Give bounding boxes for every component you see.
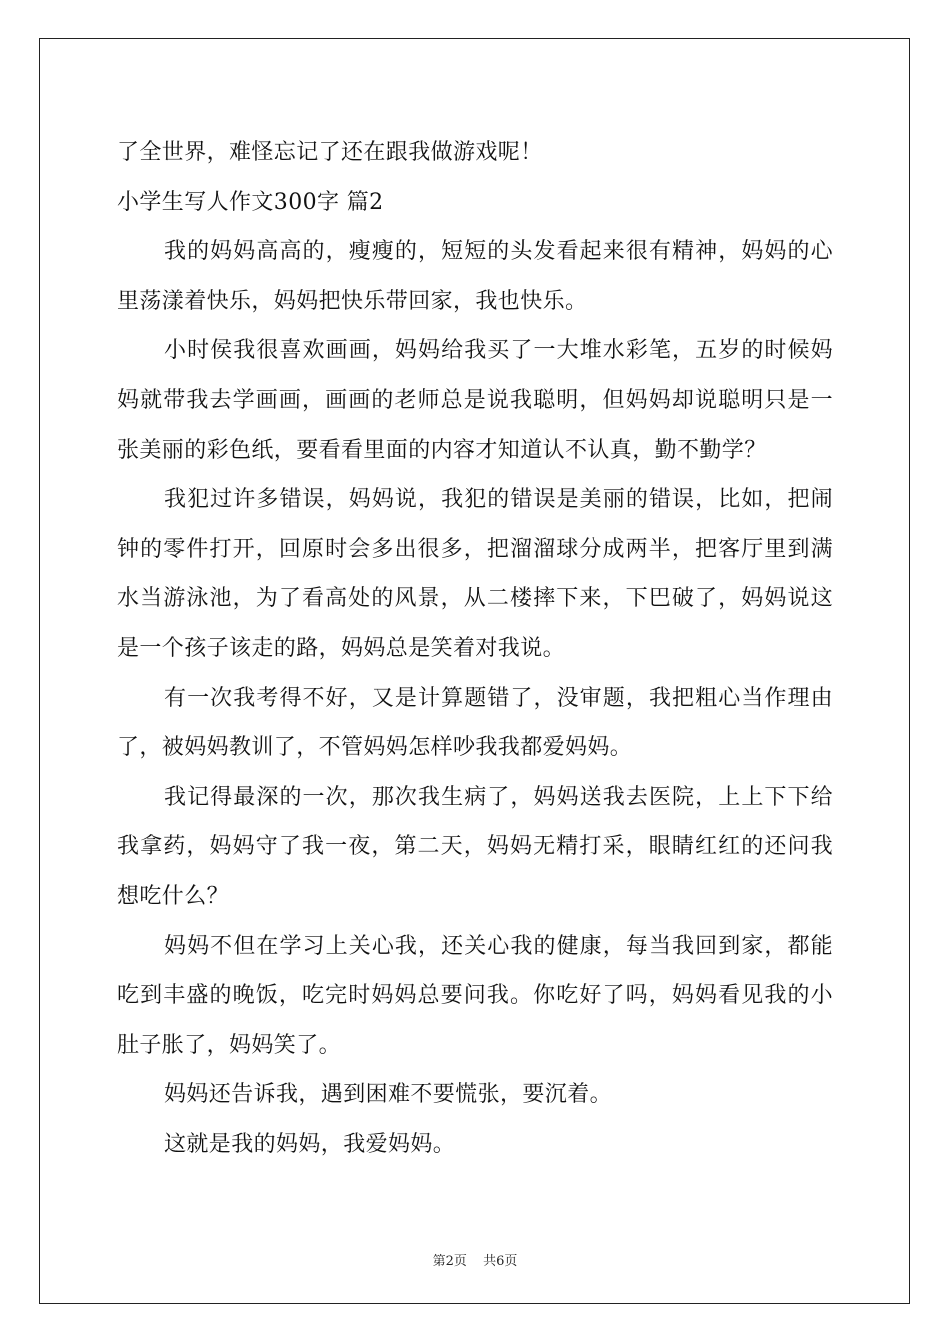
- continuation-line: 了全世界，难怪忘记了还在跟我做游戏呢！: [117, 140, 543, 165]
- paragraph: 我记得最深的一次，那次我生病了，妈妈送我去医院，上上下下给我拿药，妈妈守了我一夜，第二天，妈妈无精打采，眼睛红红的还问我想吃什么？: [117, 784, 833, 909]
- document-body: [117, 128, 833, 1169]
- paragraph: 妈妈不但在学习上关心我，还关心我的健康，每当我回到家，都能吃到丰盛的晚饭，吃完时妈妈总要问我。你吃好了吗，妈妈看见我的小肚子胀了，妈妈笑了。: [117, 933, 833, 1058]
- paragraph: 我的妈妈高高的，瘦瘦的，短短的头发看起来很有精神，妈妈的心里荡漾着快乐，妈妈把快乐带回家，我也快乐。: [117, 239, 833, 314]
- paragraph: 这就是我的妈妈，我爱妈妈。: [164, 1131, 456, 1157]
- paragraph: 有一次我考得不好，又是计算题错了，没审题，我把粗心当作理由了，被妈妈教训了，不管妈妈怎样吵我我都爱妈妈。: [117, 685, 833, 761]
- paragraph: 我犯过许多错误，妈妈说，我犯的错误是美丽的错误，比如，把闹钟的零件打开，回原时会多出很多，把溜溜球分成两半，把客厅里到满水当游泳池，为了看高处的风景，从二楼摔下来，下巴破了，妈妈说这是一个孩子该走的路，妈妈总是笑着对我说。: [117, 487, 833, 661]
- page-number: 第2页: [432, 1254, 467, 1269]
- page-footer: [0, 1250, 950, 1269]
- paragraph: 小时侯我很喜欢画画，妈妈给我买了一大堆水彩笔，五岁的时候妈妈就带我去学画画，画画的老师总是说我聪明，但妈妈却说聪明只是一张美丽的彩色纸，要看看里面的内容才知道认不认真，勤不勤学？: [117, 338, 833, 463]
- section-heading: 小学生写人作文300字 篇2: [117, 189, 384, 215]
- paragraph: 妈妈还告诉我，遇到困难不要慌张，要沉着。: [164, 1082, 613, 1108]
- page-total: 共6页: [483, 1254, 518, 1269]
